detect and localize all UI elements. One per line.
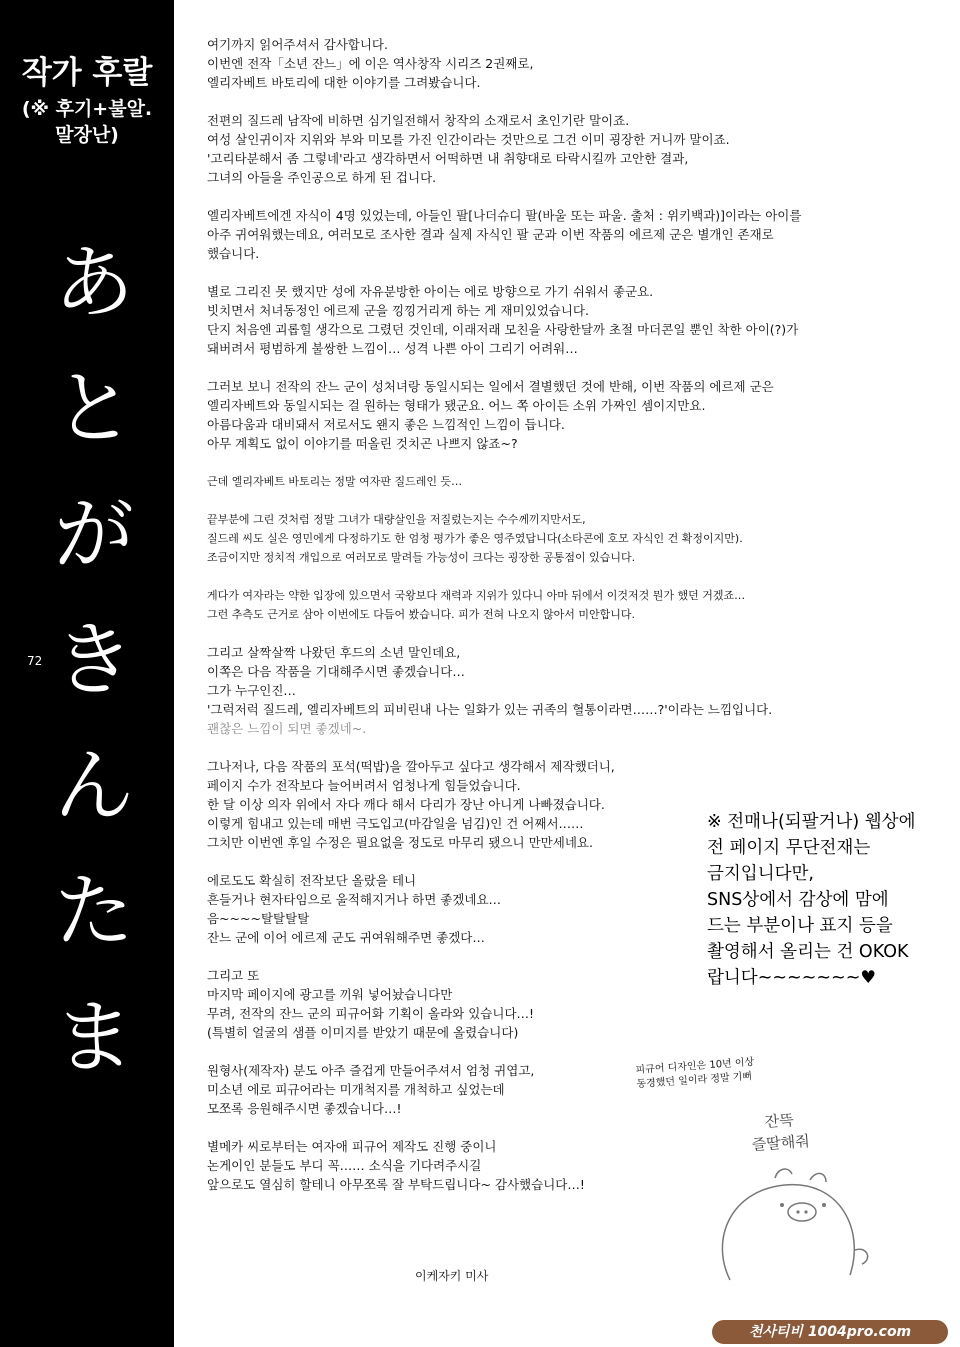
text-line: 그가 누구인진… xyxy=(207,683,296,698)
doodle-caption-line: 즐딸해줘 xyxy=(751,1131,811,1154)
text-line: 잔느 군에 이어 에르제 군도 귀여워해주면 좋겠다… xyxy=(207,930,485,945)
text-line: 별메카 씨로부터는 여자애 피규어 제작도 진행 중이니 xyxy=(207,1139,497,1154)
text-line: 앞으로도 열심히 할테니 아무쪼록 잘 부탁드립니다~ 감사했습니다…! xyxy=(207,1177,585,1192)
vertical-title-char: ん xyxy=(54,739,134,833)
text-line: 별로 그리진 못 했지만 성에 자유분방한 아이는 에로 방향으로 가기 쉬워서 좋군요. xyxy=(207,284,654,299)
notice-line: SNS상에서 감상에 맘에 xyxy=(707,890,889,910)
paragraph xyxy=(207,643,872,738)
vertical-title-char: と xyxy=(54,362,134,456)
paragraph xyxy=(207,35,872,92)
text-line: 여성 살인귀이자 지위와 부와 미모를 가진 인간이라는 것만으로 그건 이미 굉장한 거니까 말이죠. xyxy=(207,132,730,147)
page-number: 72 xyxy=(27,654,43,668)
text-line: 한 달 이상 의자 위에서 자다 깨다 해서 다리가 장난 아니게 나빠졌습니다. xyxy=(207,797,605,812)
text-line: (특별히 얼굴의 샘플 이미지를 받았기 때문에 올렸습니다) xyxy=(207,1025,519,1040)
author-signature: 이케자키 미사 xyxy=(415,1269,489,1283)
text-line: 그나저나, 다음 작품의 포석(떡밥)을 깔아두고 싶다고 생각해서 제작했더니, xyxy=(207,759,615,774)
text-line: 엘리자베트와 동일시되는 걸 원하는 형태가 됐군요. 어느 쪽 아이든 소위 가짜인 셈이지만요. xyxy=(207,398,706,413)
text-line: 이렇게 힘내고 있는데 매번 극도입고(마감일을 넘김)인 건 어째서…… xyxy=(207,816,584,831)
text-line: 페이지 수가 전작보다 늘어버려서 엄청나게 힘들었습니다. xyxy=(207,778,521,793)
reprint-notice xyxy=(707,809,947,991)
text-line: 했습니다. xyxy=(207,246,260,261)
vertical-title-char: あ xyxy=(54,236,134,330)
note-line: 동경했던 일이라 정말 기뻐 xyxy=(636,1071,753,1091)
afterword-body xyxy=(207,35,872,1213)
text-line: 무려, 전작의 잔느 군의 피규어화 기획이 올라와 있습니다…! xyxy=(207,1006,535,1021)
vertical-title-char: が xyxy=(54,487,134,581)
text-line: 이번엔 전작「소년 잔느」에 이은 역사창작 시리즈 2권째로, xyxy=(207,56,534,71)
text-line: 아름다움과 대비돼서 저로서도 왠지 좋은 느낌적인 느낌이 듭니다. xyxy=(207,417,565,432)
paragraph xyxy=(207,111,872,187)
text-line: 전편의 질드레 남작에 비하면 심기일전해서 창작의 소재로서 초인기란 말이죠. xyxy=(207,113,630,128)
text-line: 그치만 이번엔 후일 수정은 필요없을 정도로 마무리 됐으니 만만세네요. xyxy=(207,835,593,850)
text-line: 끝부분에 그린 것처럼 정말 그녀가 대량살인을 저질렀는지는 수수께끼지만서도, xyxy=(207,513,586,526)
text-line: 엘리자베트에겐 자식이 4명 있었는데, 아들인 팔[나더슈디 팔(바울 또는 파울. 출처 : 위키백과)]이라는 아이를 xyxy=(207,208,802,223)
text-line-gray: 괜찮은 느낌이 되면 좋겠네~. xyxy=(207,721,367,736)
text-line: 그리고 또 xyxy=(207,968,260,983)
text-line: 엘리자베트 바토리에 대한 이야기를 그려봤습니다. xyxy=(207,75,481,90)
paragraph xyxy=(207,282,872,358)
text-line: 빗치면서 처녀동정인 에르제 군을 낑낑거리게 하는 게 재미있었습니다. xyxy=(207,303,589,318)
text-line: 아주 귀여워했는데요, 여러모로 조사한 결과 실제 자식인 팔 군과 이번 작품의 에르제 군은 별개인 존재로 xyxy=(207,227,774,242)
sidebar-subtitle-line: (※ 후기+불알. xyxy=(21,98,153,120)
text-line: 이쪽은 다음 작품을 기대해주시면 좋겠습니다… xyxy=(207,664,465,679)
pig-doodle-illustration xyxy=(690,1150,880,1300)
paragraph xyxy=(207,206,872,263)
notice-line: 드는 부분이나 표지 등을 xyxy=(707,916,893,936)
paragraph xyxy=(207,510,872,567)
text-line: '그럭저럭 질드레, 엘리자베트의 피비린내 나는 일화가 있는 귀족의 혈통이라면……?'이라는 느낌입니다. xyxy=(207,702,773,717)
notice-line: ※ 전매나(되팔거나) 웹상에 xyxy=(707,812,916,832)
text-line: '고리타분해서 좀 그렇네'라고 생각하면서 어떡하면 내 취향대로 타락시킬까 고안한 결과, xyxy=(207,151,689,166)
note-line: 피규어 디자인은 10년 이상 xyxy=(635,1056,755,1077)
text-line: 그러보 보니 전작의 잔느 군이 성처녀랑 동일시되는 일에서 결별했던 것에 반해, 이번 작품의 에르제 군은 xyxy=(207,379,774,394)
text-line: 조금이지만 정치적 개입으로 여러모로 말려들 가능성이 크다는 굉장한 공통점이 있습니다. xyxy=(207,551,636,564)
text-line: 미소년 에로 피규어라는 미개척지를 개척하고 싶었는데 xyxy=(207,1082,505,1097)
vertical-title-char: き xyxy=(54,613,134,707)
text-line: 여기까지 읽어주셔서 감사합니다. xyxy=(207,37,388,52)
text-line: 게다가 여자라는 약한 입장에 있으면서 국왕보다 재력과 지위가 있다니 아마 뒤에서 이것저것 뭔가 했던 거겠죠… xyxy=(207,589,746,602)
notice-line: 금지입니다만, xyxy=(707,864,814,884)
notice-line: 랍니다~~~~~~~♥ xyxy=(707,968,877,988)
text-line: 그녀의 아들을 주인공으로 하게 된 겁니다. xyxy=(207,170,437,185)
text-line: 그리고 살짝살짝 나왔던 후드의 소년 말인데요, xyxy=(207,645,461,660)
paragraph xyxy=(207,586,872,624)
doodle-caption-line: 잔뜩 xyxy=(764,1111,795,1132)
text-line: 논게이인 분들도 부디 꼭…… 소식을 기다려주시길 xyxy=(207,1158,482,1173)
text-line: 원형사(제작자) 분도 아주 즐겁게 만들어주셔서 엄청 귀엽고, xyxy=(207,1063,535,1078)
notice-line: 전 페이지 무단전재는 xyxy=(707,838,871,858)
notice-line: 촬영해서 올리는 건 OKOK xyxy=(707,942,909,962)
sidebar-subtitle xyxy=(0,96,174,148)
text-line: 마지막 페이지에 광고를 끼워 넣어놨습니다만 xyxy=(207,987,453,1002)
sidebar-subtitle-line: 말장난) xyxy=(55,124,119,146)
vertical-title-char: ま xyxy=(54,990,134,1084)
site-watermark: 천사티비 1004pro.com xyxy=(712,1320,948,1344)
text-line: 모쪼록 응원해주시면 좋겠습니다…! xyxy=(207,1101,402,1116)
vertical-title-char: た xyxy=(54,865,134,959)
text-line: 근데 엘리자베트 바토리는 정말 여자판 질드레인 듯… xyxy=(207,475,463,488)
paragraph xyxy=(207,472,872,491)
sidebar-title: 작가 후랄 xyxy=(21,55,153,91)
text-line: 돼버려서 평범하게 불쌍한 느낌이… 성격 나쁜 아이 그리기 어려워… xyxy=(207,341,578,356)
vertical-handwritten-title xyxy=(54,220,134,1100)
text-line: 그런 추측도 근거로 삼아 이번에도 다듬어 봤습니다. 피가 전혀 나오지 않아서 미안합니다. xyxy=(207,608,635,621)
text-line: 음~~~~탈탈탈탈 xyxy=(207,911,310,926)
text-line: 에로도도 확실히 전작보단 올랐을 테니 xyxy=(207,873,417,888)
sidebar xyxy=(0,0,174,1347)
text-line: 흔들거나 현자타임으로 울적해지거나 하면 좋겠네요… xyxy=(207,892,502,907)
paragraph xyxy=(207,377,872,453)
text-line: 아무 계획도 없이 이야기를 떠올린 것치곤 나쁘지 않죠~? xyxy=(207,436,518,451)
text-line: 질드레 씨도 실은 영민에게 다정하기도 한 엄청 평가가 좋은 영주였답니다(소타콘에 호모 자식인 건 확정이지만). xyxy=(207,532,743,545)
text-line: 단지 처음엔 괴롭힐 생각으로 그렸던 것인데, 이래저래 모친을 사랑한달까 초절 마더콘일 뿐인 착한 아이(?)가 xyxy=(207,322,799,337)
